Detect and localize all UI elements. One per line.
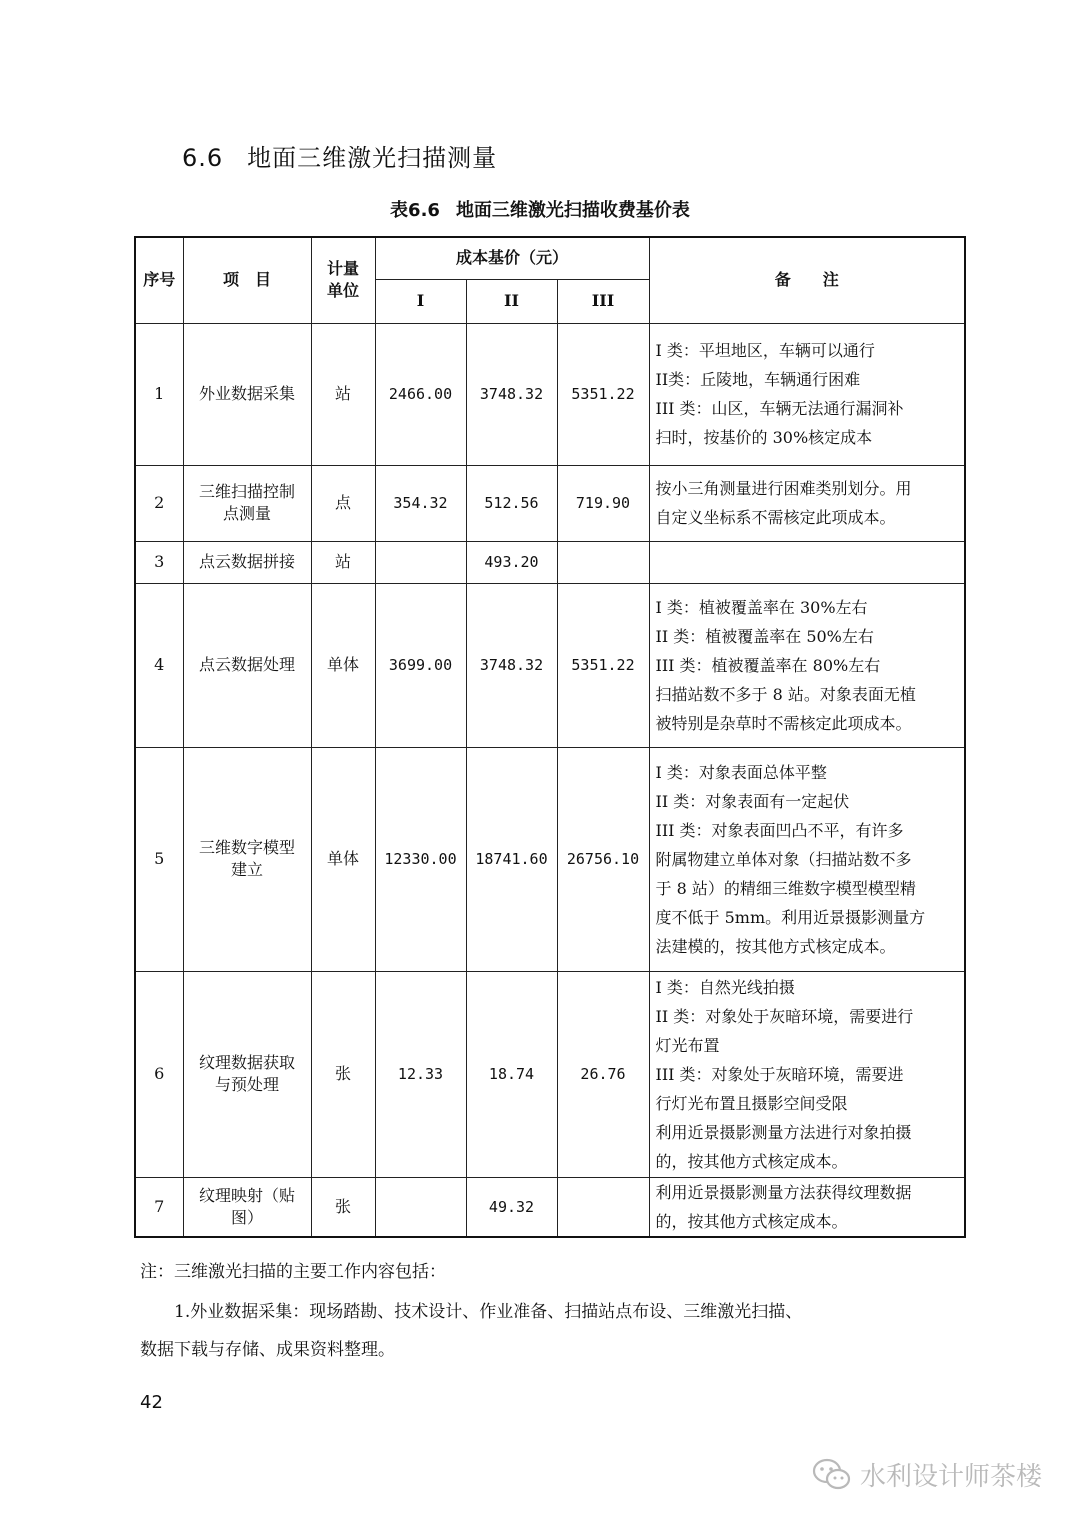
remark-line: 利用近景摄影测量方法获得纹理数据 [655,1182,912,1202]
row-cost-empty [557,541,649,583]
table-row [135,583,965,747]
row-unit: 站 [311,541,375,583]
section-heading: 地面三维激光扫描测量 [247,144,498,172]
remark-line: 扫描站数不多于 8 站。对象表面无植 [655,684,916,704]
row-remarks [649,971,965,1177]
remark-line: I 类：植被覆盖率在 30%左右 [655,597,868,617]
row-cost-i: 3699.00 [375,583,466,747]
row-index: 7 [135,1177,183,1237]
row-index: 6 [135,971,183,1177]
row-cost-ii: 512.56 [466,465,557,541]
row-cost-empty [375,1177,466,1237]
row-cost-ii: 18.74 [466,971,557,1177]
row-cost-iii: 26.76 [557,971,649,1177]
section-title [182,138,497,173]
row-item: 点云数据处理 [183,583,311,747]
row-cost-iii: 719.90 [557,465,649,541]
footnote-line-2: 数据下载与存储、成果资料整理。 [140,1340,395,1360]
watermark [812,1456,1042,1493]
row-item: 纹理映射（贴图） [183,1177,311,1237]
table-row [135,541,965,583]
row-cost-iii: 26756.10 [557,747,649,971]
row-cost-i: 2466.00 [375,323,466,465]
header-class-ii: II [466,279,557,323]
row-unit: 张 [311,971,375,1177]
section-number: 6.6 [182,144,224,172]
header-class-iii: III [557,279,649,323]
row-unit: 站 [311,323,375,465]
table-number: 表6.6 [390,200,440,221]
remark-line: 按小三角测量进行困难类别划分。用 [655,479,912,498]
footnote-line-1: 1.外业数据采集：现场踏勘、技术设计、作业准备、扫描站点布设、三维激光扫描、 [174,1302,803,1322]
row-unit: 单体 [311,583,375,747]
table-row [135,747,965,971]
row-item: 三维扫描控制点测量 [183,465,311,541]
remark-line: I 类：自然光线拍摄 [655,977,795,997]
header-remarks: 备 注 [649,237,965,323]
row-item: 三维数字模型建立 [183,747,311,971]
header-unit: 计量单位 [311,237,375,323]
row-cost-merged: 49.32 [466,1177,557,1237]
table-row [135,1177,965,1237]
remark-line: I 类：对象表面总体平整 [655,762,827,782]
row-item: 点云数据拼接 [183,541,311,583]
row-index: 3 [135,541,183,583]
remark-line: II 类：对象处于灰暗环境，需要进行 [655,1006,914,1026]
remark-line: 自定义坐标系不需核定此项成本。 [655,508,896,527]
remark-line: III 类：对象处于灰暗环境，需要进 [655,1064,904,1084]
remark-line: III 类：山区，车辆无法通行漏洞补 [655,399,904,418]
footnote-intro: 注：三维激光扫描的主要工作内容包括： [140,1262,446,1282]
row-remarks [649,1177,965,1237]
table-row [135,465,965,541]
header-item: 项 目 [183,237,311,323]
table-heading: 地面三维激光扫描收费基价表 [455,200,690,221]
remark-line: 的，按其他方式核定成本。 [655,1151,848,1171]
remark-line: 法建模的，按其他方式核定成本。 [655,936,896,956]
remark-line: III 类：对象表面凹凸不平，有许多 [655,820,904,840]
row-remarks [649,541,965,583]
row-remarks [649,583,965,747]
row-cost-iii: 5351.22 [557,583,649,747]
row-remarks [649,323,965,465]
header-cost-group: 成本基价（元） [375,237,649,279]
watermark-text: 水利设计师茶楼 [860,1462,1043,1492]
row-cost-empty [557,1177,649,1237]
remark-line: 被特别是杂草时不需核定此项成本。 [655,713,912,733]
row-unit: 点 [311,465,375,541]
remark-line: 灯光布置 [655,1035,720,1055]
page-number: 42 [140,1392,163,1413]
remark-line: 于 8 站）的精细三维数字模型模型精 [655,878,916,898]
row-index: 2 [135,465,183,541]
row-cost-ii: 18741.60 [466,747,557,971]
row-item: 外业数据采集 [183,323,311,465]
row-cost-i: 12330.00 [375,747,466,971]
row-unit: 单体 [311,747,375,971]
row-cost-ii: 3748.32 [466,323,557,465]
fee-table [134,236,966,1238]
row-cost-empty [375,541,466,583]
row-remarks [649,747,965,971]
remark-line: 度不低于 5mm。利用近景摄影测量方 [655,907,926,927]
table-row [135,323,965,465]
remark-line: 附属物建立单体对象（扫描站数不多 [655,849,912,869]
row-cost-i: 12.33 [375,971,466,1177]
table-row [135,971,965,1177]
remark-line: 行灯光布置且摄影空间受限 [655,1093,848,1113]
row-cost-i: 354.32 [375,465,466,541]
remark-line: III 类：植被覆盖率在 80%左右 [655,655,881,675]
remark-line: II类：丘陵地，车辆通行困难 [655,370,861,389]
header-index: 序号 [135,237,183,323]
row-cost-merged: 493.20 [466,541,557,583]
remark-line: II 类：对象表面有一定起伏 [655,791,850,811]
remark-line: I 类：平坦地区，车辆可以通行 [655,341,875,360]
row-unit: 张 [311,1177,375,1237]
remark-line: II 类：植被覆盖率在 50%左右 [655,626,874,646]
remark-line: 扫时，按基价的 30%核定成本 [655,428,873,447]
row-remarks [649,465,965,541]
row-index: 5 [135,747,183,971]
row-item: 纹理数据获取与预处理 [183,971,311,1177]
header-class-i: I [375,279,466,323]
row-index: 4 [135,583,183,747]
wechat-icon [812,1458,852,1492]
row-index: 1 [135,323,183,465]
row-cost-ii: 3748.32 [466,583,557,747]
row-cost-iii: 5351.22 [557,323,649,465]
remark-line: 利用近景摄影测量方法进行对象拍摄 [655,1122,912,1142]
remark-line: 的，按其他方式核定成本。 [655,1211,848,1231]
table-title [0,196,1080,222]
